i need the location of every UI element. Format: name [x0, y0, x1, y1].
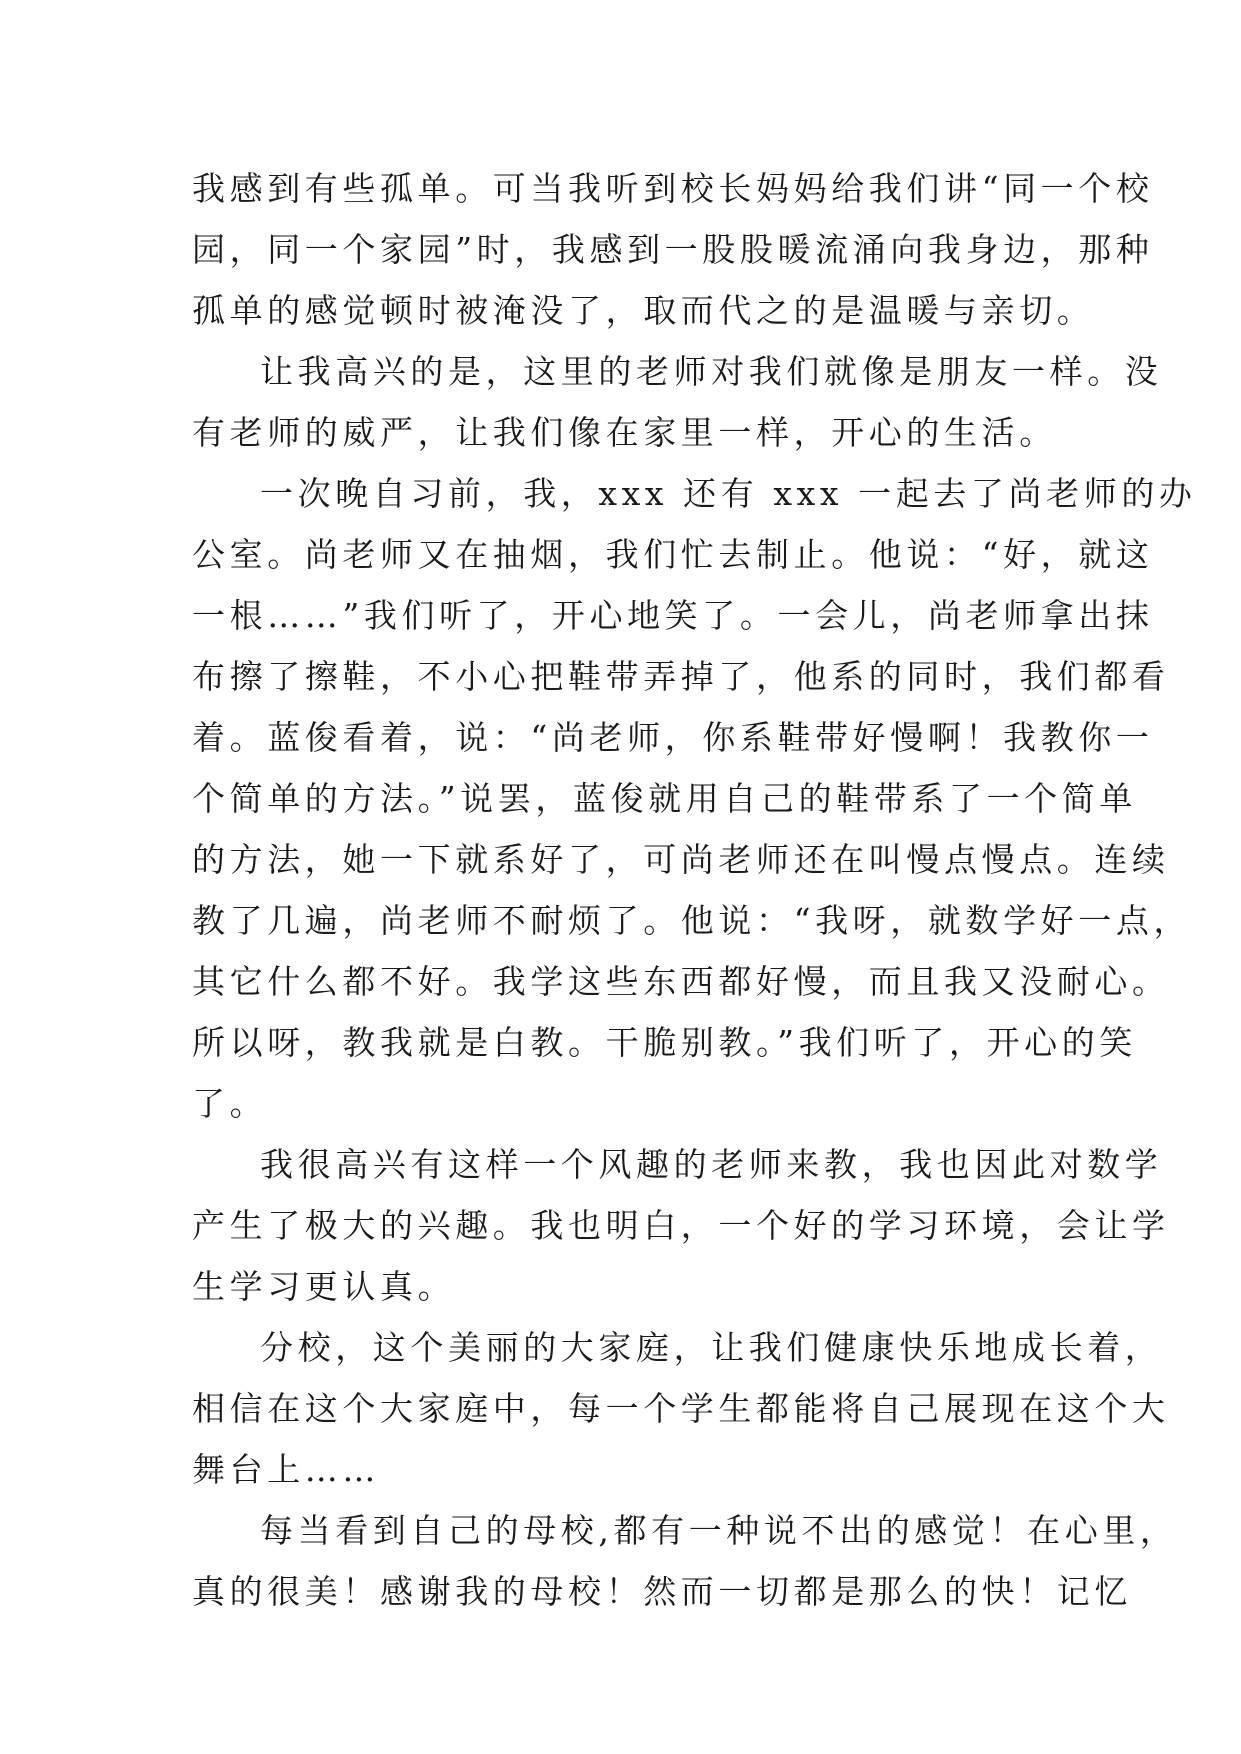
text-line: 教了几遍，尚老师不耐烦了。他说：“我呀，就数学好一点，: [192, 901, 1192, 940]
text-line: 一根……”我们听了，开心地笑了。一会儿，尚老师拿出抹: [192, 596, 1154, 635]
paragraph-start-line: 分校，这个美丽的大家庭，让我们健康快乐地成长着，: [260, 1328, 1163, 1367]
paragraph-start-line: 我很高兴有这样一个风趣的老师来教，我也因此对数学: [260, 1145, 1163, 1184]
text-line: 个简单的方法。”说罢，蓝俊就用自己的鞋带系了一个简单: [192, 779, 1137, 818]
paragraph-start-line: 让我高兴的是，这里的老师对我们就像是朋友一样。没: [260, 352, 1163, 391]
text-line: 相信在这个大家庭中，每一个学生都能将自己展现在这个大: [192, 1389, 1170, 1428]
text-line: 着。蓝俊看着，说：“尚老师，你系鞋带好慢啊！我教你一: [192, 718, 1154, 757]
document-body: [192, 158, 1197, 1622]
text-line: 园，同一个家园”时，我感到一股股暖流涌向我身边，那种: [192, 230, 1154, 269]
paragraph-start-line: 一次晚自习前，我，xxx 还有 xxx 一起去了尚老师的办: [260, 474, 1197, 513]
text-line: 公室。尚老师又在抽烟，我们忙去制止。他说：“好，就这: [192, 535, 1154, 574]
text-line: 真的很美！感谢我的母校！然而一切都是那么的快！记忆: [192, 1572, 1132, 1611]
text-line: 我感到有些孤单。可当我听到校长妈妈给我们讲“同一个校: [192, 169, 1154, 208]
text-line: 产生了极大的兴趣。我也明白，一个好的学习环境，会让学: [192, 1206, 1170, 1245]
text-line: 的方法，她一下就系好了，可尚老师还在叫慢点慢点。连续: [192, 840, 1170, 879]
text-line: 所以呀，教我就是白教。干脆别教。”我们听了，开心的笑: [192, 1023, 1137, 1062]
text-line: 舞台上……: [192, 1450, 380, 1489]
text-line: 生学习更认真。: [192, 1267, 456, 1306]
text-line: 有老师的威严，让我们像在家里一样，开心的生活。: [192, 413, 1057, 452]
text-line: 了。: [192, 1084, 268, 1123]
paragraph-start-line: 每当看到自己的母校,都有一种说不出的感觉！在心里，: [260, 1511, 1178, 1550]
text-line: 布擦了擦鞋，不小心把鞋带弄掉了，他系的同时，我们都看: [192, 657, 1170, 696]
text-line: 其它什么都不好。我学这些东西都好慢，而且我又没耐心。: [192, 962, 1170, 1001]
text-line: 孤单的感觉顿时被淹没了，取而代之的是温暖与亲切。: [192, 291, 1095, 330]
